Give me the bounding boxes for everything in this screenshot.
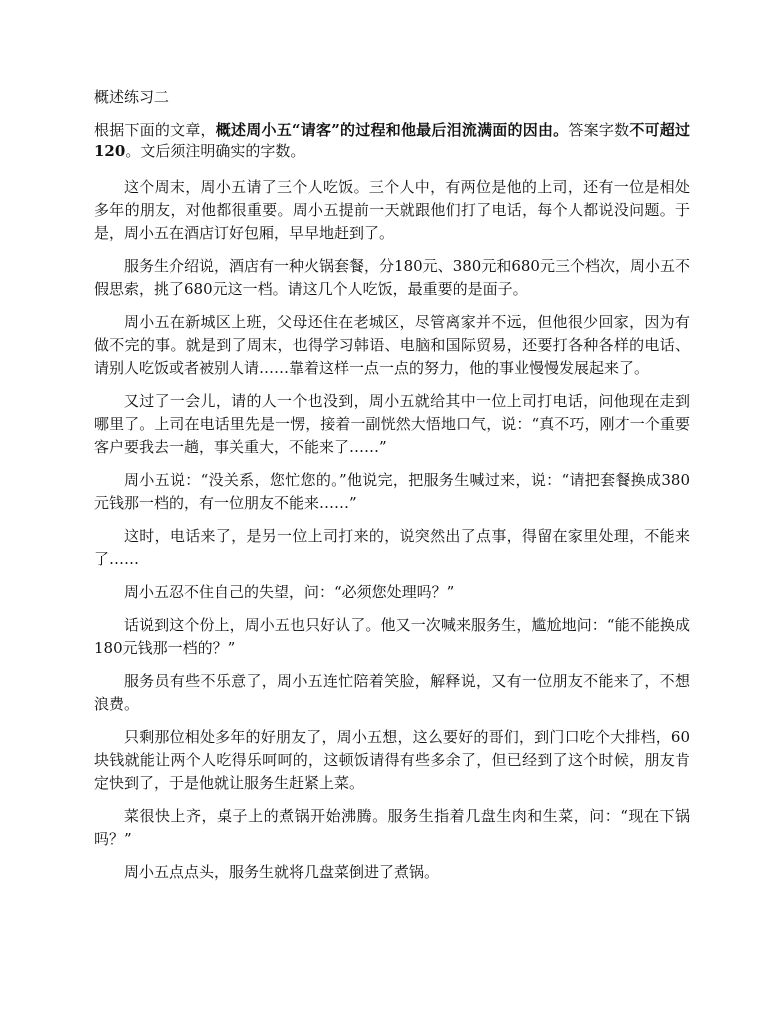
story-paragraph-8: 话说到这个份上，周小五也只好认了。他又一次喊来服务生，尴尬地问：“能不能换成180元钱那一档的？” <box>94 616 690 657</box>
instruction-paragraph <box>94 120 690 162</box>
story-paragraph-9: 服务员有些不乐意了，周小五连忙陪着笑脸，解释说，又有一位朋友不能来了，不想浪费。 <box>94 672 690 713</box>
document-page <box>94 86 690 894</box>
story-paragraph-4: 又过了一会儿，请的人一个也没到，周小五就给其中一位上司打电话，问他现在走到哪里了。上司在电话里先是一愣，接着一副恍然大悟地口气，说：“真不巧，刚才一个重要客户要我去一趟，事关重大，不能来了……” <box>94 392 690 456</box>
instruction-text-2: 答案字数 <box>568 121 630 139</box>
story-paragraph-3: 周小五在新城区上班，父母还住在老城区，尽管离家并不远，但他很少回家，因为有做不完的事。就是到了周末，也得学习韩语、电脑和国际贸易，还要打各种各样的电话、 请别人吃饭或者被别人请……靠着这样一点一点的努力，他的事业慢慢发展起来了。 <box>94 313 690 377</box>
story-paragraph-11: 菜很快上齐，桌子上的煮锅开始沸腾。服务生指着几盘生肉和生菜，问：“现在下锅吗？” <box>94 807 690 848</box>
story-paragraph-7: 周小五忍不住自己的失望，问：“必须您处理吗？” <box>124 583 455 601</box>
instruction-bold-1: 概述周小五“请客”的过程和他最后泪流满面的因由。 <box>215 121 569 139</box>
instruction-text-1: 根据下面的文章， <box>94 121 216 139</box>
story-paragraph-1: 这个周末，周小五请了三个人吃饭。三个人中，有两位是他的上司，还有一位是相处多年的朋友，对他都很重要。周小五提前一天就跟他们打了电话，每个人都说没问题。于是，周小五在酒店订好包厢，早早地赶到了。 <box>94 178 690 242</box>
story-paragraph-6: 这时，电话来了，是另一位上司打来的，说突然出了点事，得留在家里处理，不能来了…… <box>94 527 690 568</box>
story-paragraph-2: 服务生介绍说，酒店有一种火锅套餐，分180元、380元和680元三个档次，周小五不假思索，挑了680元这一档。请这几个人吃饭，最重要的是面子。 <box>94 257 690 298</box>
document-heading: 概述练习二 <box>94 88 170 106</box>
instruction-bold-2: 不可超过120 <box>94 121 690 160</box>
story-paragraph-5: 周小五说：“没关系，您忙您的。”他说完，把服务生喊过来，说：“请把套餐换成380元钱那一档的，有一位朋友不能来……” <box>94 471 690 512</box>
story-paragraph-10: 只剩那位相处多年的好朋友了，周小五想，这么要好的哥们，到门口吃个大排档，60块钱就能让两个人吃得乐呵呵的，这顿饭请得有些多余了，但已经到了这个时候，朋友肯定快到了，于是他就让服务生赶紧上菜。 <box>94 728 690 792</box>
instruction-text-3: 。文后须注明确实的字数。 <box>125 142 306 160</box>
story-paragraph-12: 周小五点点头，服务生就将几盘菜倒进了煮锅。 <box>124 863 440 881</box>
